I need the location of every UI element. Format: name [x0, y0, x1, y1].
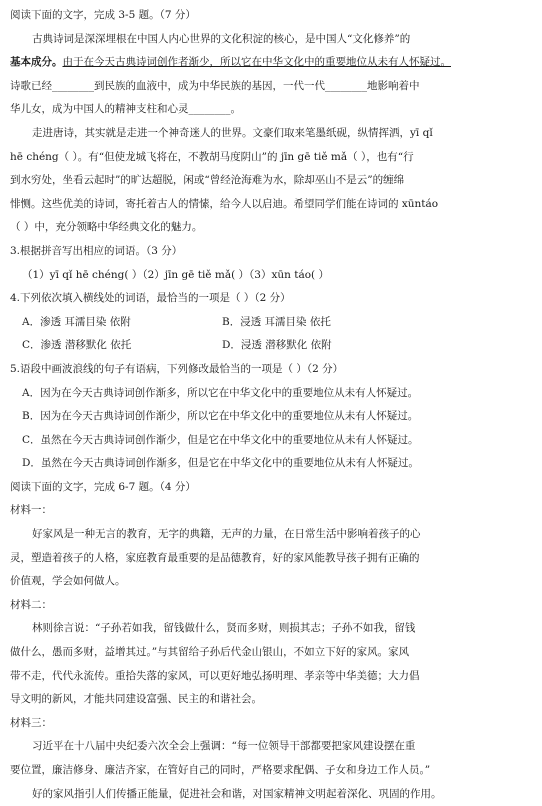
passage-line: （ ）中，充分领略中华经典文化的魅力。 [10, 221, 203, 234]
option-b: B．因为在今天古典诗词创作渐少，所以它在中华文化中的重要地位从未有人怀疑过。 [22, 410, 419, 423]
section-header: 阅读下面的文字，完成 6-7 题。（4 分） [10, 480, 196, 493]
option-row [10, 311, 532, 335]
passage-text: 基本成分。 [10, 56, 63, 69]
material-title: 材料一： [10, 504, 52, 517]
material-line: 带不走，代代永流传。重拾失落的家风，可以更好地弘扬明理、孝亲等中华美德；大力倡 [10, 669, 420, 682]
material-line: 灵，塑造着孩子的人格，家庭教育最重要的是品德教育，好的家风能教导孩子拥有正确的 [10, 551, 420, 564]
passage-line: 华儿女，成为中国人的精神支柱和心灵________。 [10, 103, 241, 116]
option-a: A．渗透 耳濡目染 依附 [22, 315, 131, 328]
option-row [10, 334, 532, 358]
material-line: 林则徐言说：“子孙若如我，留钱做什么，贤而多财，则损其志；子孙不如我，留钱 [32, 622, 416, 635]
option-a: A．因为在今天古典诗词创作渐多，所以它在中华文化中的重要地位从未有人怀疑过。 [22, 386, 419, 399]
question-stem: 5.语段中画波浪线的句子有语病，下列修改最恰当的一项是（ ）（2 分） [10, 362, 344, 375]
wavy-underlined-sentence: 由于在今天古典诗词创作者渐少，所以它在中华文化中的重要地位从未有人怀疑过。 [62, 56, 451, 69]
material-line: 好家风是一种无言的教育，无字的典籍，无声的力量，在日常生活中影响着孩子的心 [32, 528, 421, 541]
passage-line: 悱恻。这些优美的诗词，寄托着古人的情愫，给今人以启迪。希望同学们能在诗词的 xūntáo [10, 197, 439, 210]
option-c: C．渗透 潜移默化 依托 [22, 339, 132, 352]
pinyin-answer-line: （1）yī qǐ hē chéng( ）（2）jīn gē tiě mǎ( ）（3）xūn táo( ） [22, 268, 329, 281]
option-d: D．浸透 潜移默化 依附 [222, 339, 332, 352]
passage-line [10, 51, 532, 75]
material-line: 好的家风指引人们传播正能量，促进社会和谐，对国家精神文明起着深化、巩固的作用。 [32, 787, 442, 800]
material-line: 价值观，学会如何做人。 [10, 575, 126, 588]
material-line: 导文明的新风，才能共同建设富强、民主的和谐社会。 [10, 693, 262, 706]
passage-line: 到水穷处，坐看云起时”的旷达超脱，闲或“曾经沧海难为水，除却巫山不是云”的缠绵 [10, 174, 405, 187]
section-header: 阅读下面的文字，完成 3-5 题。（7 分） [10, 9, 196, 21]
passage-line: hē chéng（ ）。有“但使龙城飞将在，不教胡马度阴山”的 jīn gē tiě mǎ（ ），也有“行 [10, 150, 414, 163]
material-title: 材料三： [10, 716, 52, 729]
passage-line: 走进唐诗，其实就是走进一个神奇迷人的世界。文豪们取来笔墨纸砚，纵情挥洒，yī qǐ [32, 126, 433, 139]
question-stem: 3.根据拼音写出相应的词语。（3 分） [10, 244, 183, 257]
question-stem: 4.下列依次填入横线处的词语，最恰当的一项是（ ）（2 分） [10, 292, 291, 305]
material-line: 习近平在十八届中央纪委六次全会上强调：“每一位领导干部都要把家风建设摆在重 [32, 740, 416, 753]
material-line: 做什么，愚而多财，益增其过。”与其留给子孙后代金山银山，不如立下好的家风。家风 [10, 646, 410, 659]
material-title: 材料二： [10, 598, 52, 611]
material-line: 要位置，廉洁修身、廉洁齐家，在管好自己的同时，严格要求配偶、子女和身边工作人员。” [10, 764, 431, 776]
option-c: C．虽然在今天古典诗词创作渐少，但是它在中华文化中的重要地位从未有人怀疑过。 [22, 433, 419, 446]
passage-line: 古典诗词是深深埋根在中国人内心世界的文化积淀的核心，是中国人“文化修养”的 [32, 32, 411, 45]
passage-line: 诗歌已经________到民族的血液中，成为中华民族的基因，一代一代________地影响着中 [10, 79, 420, 92]
option-d: D．虽然在今天古典诗词创作渐多，但是它在中华文化中的重要地位从未有人怀疑过。 [22, 457, 419, 470]
option-b: B．浸透 耳濡目染 依托 [222, 315, 331, 328]
